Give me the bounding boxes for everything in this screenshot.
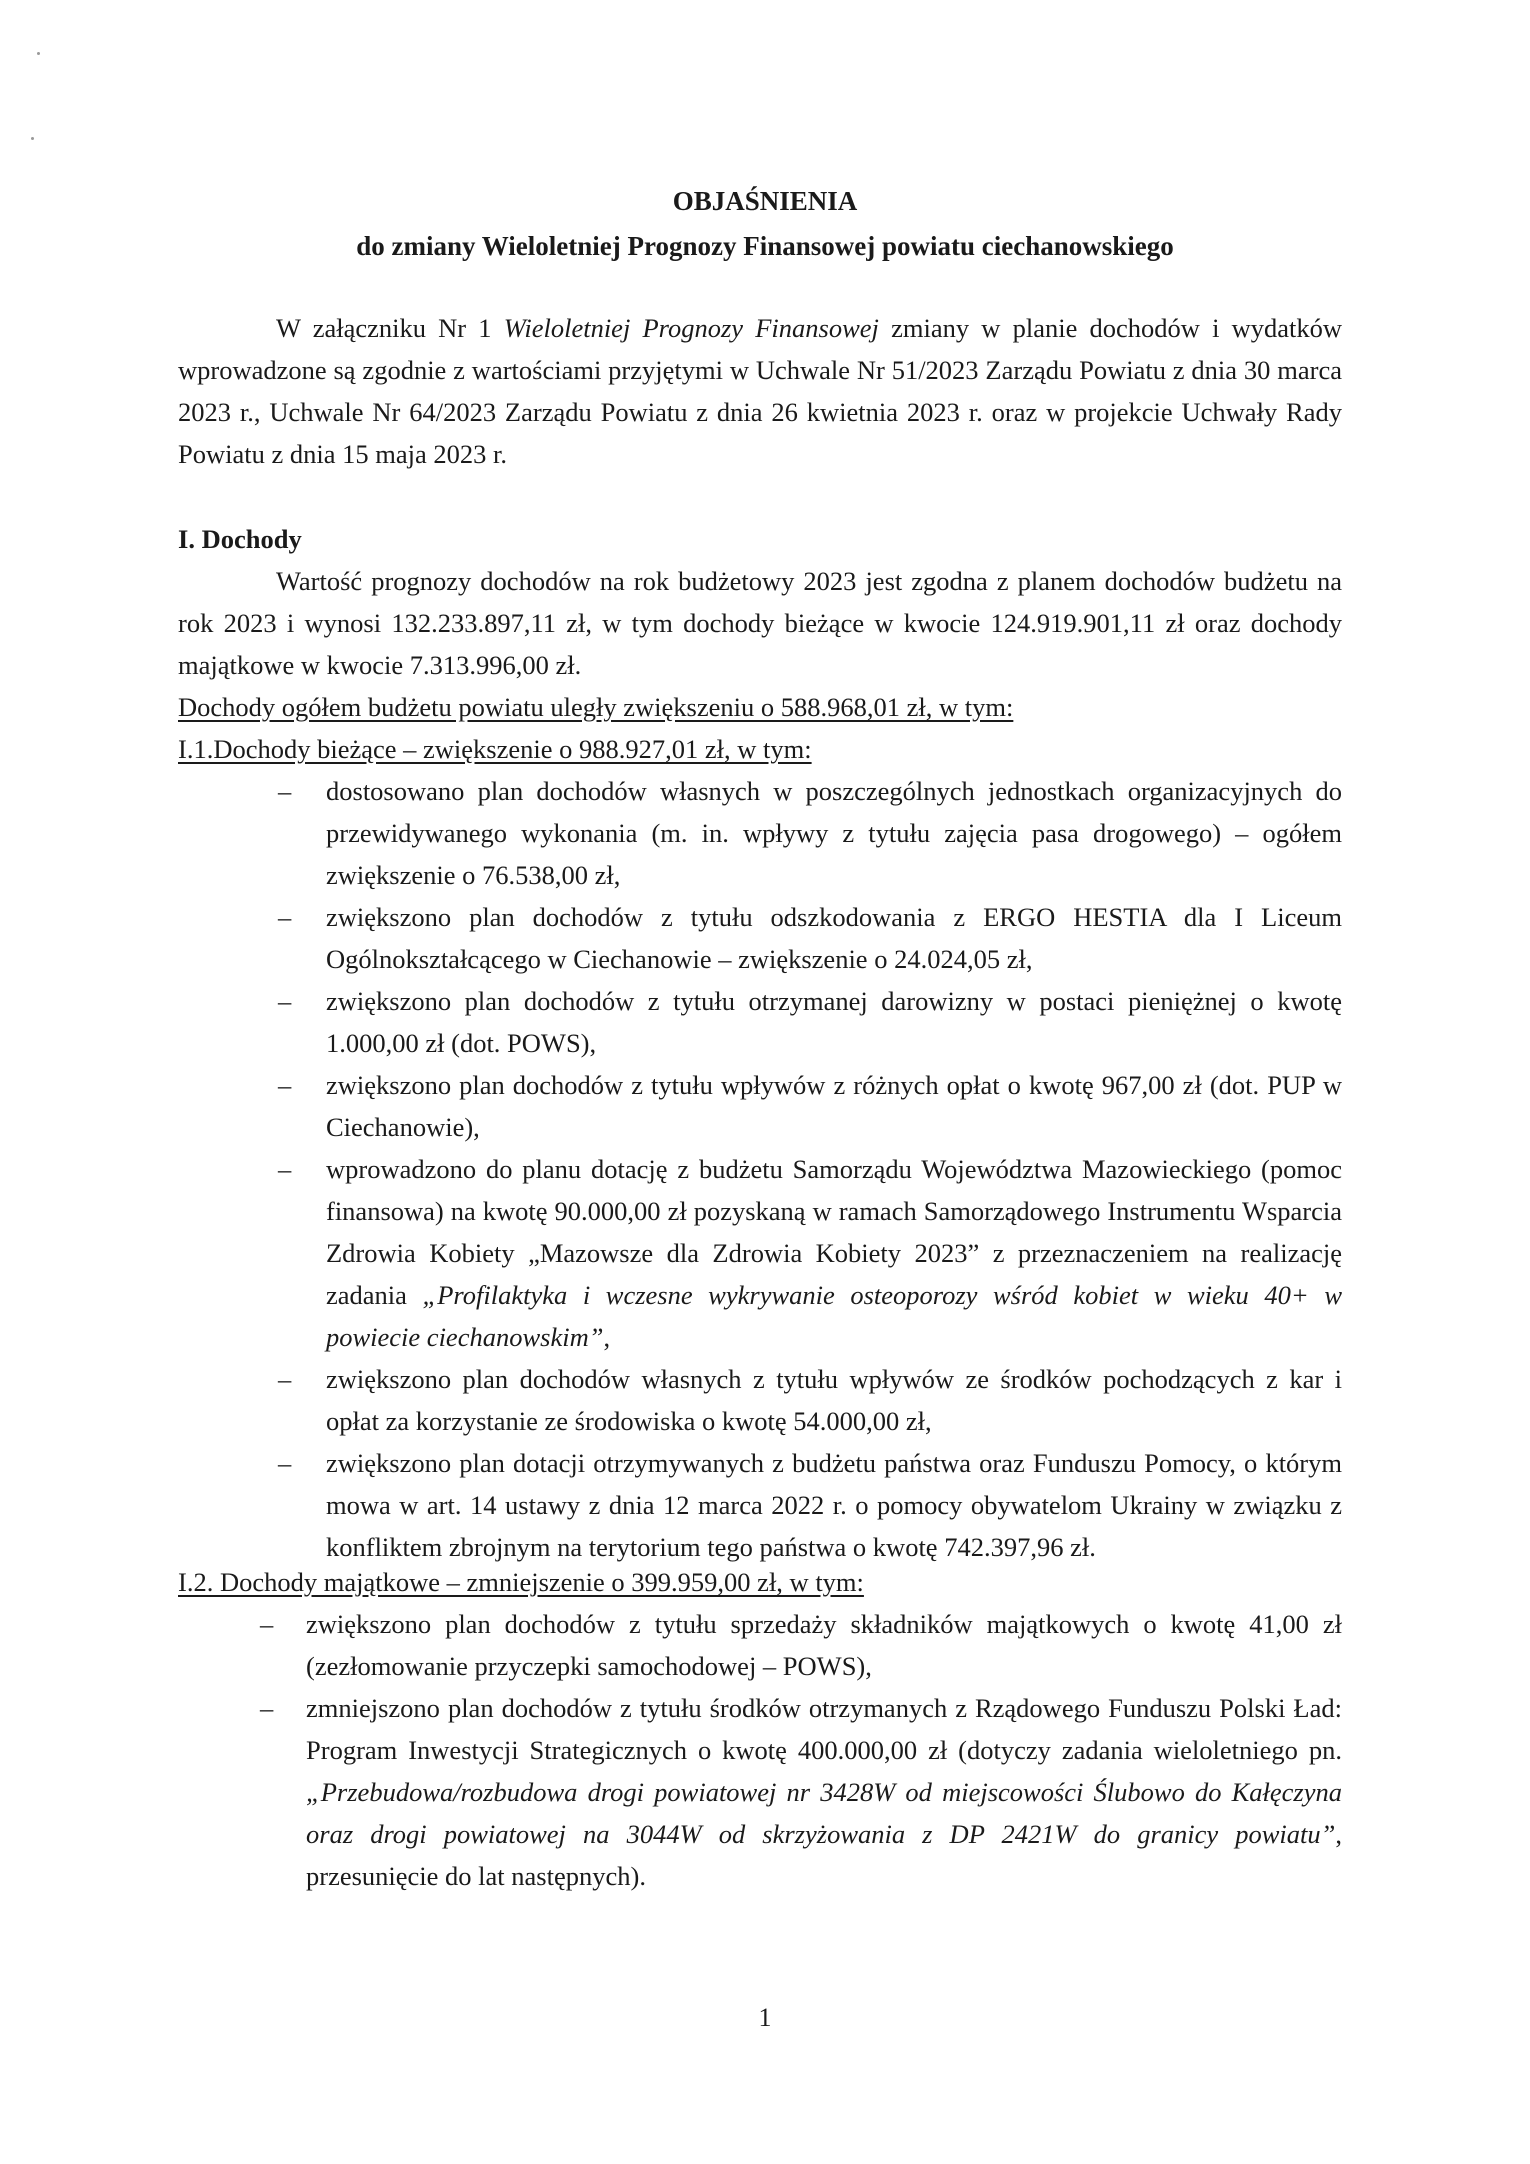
document-subtitle: do zmiany Wieloletniej Prognozy Finansowej powiatu ciechanowskiego bbox=[356, 231, 1174, 261]
dash-bullet: – bbox=[278, 776, 292, 806]
list-item-text: zwiększono plan dochodów z tytułu otrzymanej darowizny w postaci pieniężnej o kwotę 1.000,00 zł (dot. POWS), bbox=[326, 986, 1342, 1058]
dash-bullet: – bbox=[278, 1364, 292, 1394]
list-item bbox=[278, 1148, 1342, 1358]
scan-speck bbox=[37, 52, 40, 55]
intro-text: W załączniku Nr 1 bbox=[276, 313, 504, 343]
list-item-text: zwiększono plan dochodów z tytułu odszkodowania z ERGO HESTIA dla I Liceum Ogólnokształcącego w Ciechanowie – zwiększenie o 24.024,05 zł, bbox=[326, 902, 1342, 974]
section-heading-income: I. Dochody bbox=[178, 524, 302, 554]
list-item-text: zwiększono plan dochodów z tytułu wpływów z różnych opłat o kwotę 967,00 zł (dot. PUP w Ciechanowie), bbox=[326, 1070, 1342, 1142]
list-item bbox=[278, 1358, 1342, 1442]
list-item-text: zwiększono plan dochodów z tytułu sprzedaży składników majątkowych o kwotę 41,00 zł (zezłomowanie przyczepki samochodowej – POWS), bbox=[306, 1609, 1342, 1681]
current-income-heading: I.1.Dochody bieżące – zwiększenie o 988.927,01 zł, w tym: bbox=[178, 734, 812, 764]
list-item bbox=[260, 1603, 1342, 1687]
current-income-list bbox=[278, 770, 1342, 1568]
dash-bullet: – bbox=[278, 902, 292, 932]
dash-bullet: – bbox=[278, 1154, 292, 1184]
capital-income-heading: I.2. Dochody majątkowe – zmniejszenie o 399.959,00 zł, w tym: bbox=[178, 1567, 864, 1597]
list-item-text: dostosowano plan dochodów własnych w poszczególnych jednostkach organizacyjnych do przewidywanego wykonania (m. in. wpływy z tytułu zajęcia pasa drogowego) – ogółem zwiększenie o 76.538,00 zł, bbox=[326, 776, 1342, 890]
list-item bbox=[278, 1064, 1342, 1148]
list-item-text: zmniejszono plan dochodów z tytułu środków otrzymanych z Rządowego Funduszu Polski Ład: Program Inwestycji Strategicznych o kwotę 400.000,00 zł (dotyczy zadania wieloletniego pn. bbox=[306, 1693, 1342, 1765]
list-item-text-end: , przesunięcie do lat następnych). bbox=[306, 1819, 1342, 1891]
scan-speck bbox=[31, 137, 34, 140]
intro-paragraph bbox=[178, 307, 1342, 475]
list-item bbox=[278, 896, 1342, 980]
intro-text-cont: zmiany w planie dochodów i wydatków wprowadzone są zgodnie z wartościami przyjętymi w Uchwale Nr 51/2023 Zarządu Powiatu z dnia 30 marca 2023 r., Uchwale Nr 64/2023 Zarządu Powiatu z dnia 26 kwietnia 2023 r. oraz w projekcie Uchwały Rady Powiatu z dnia 15 maja 2023 r. bbox=[178, 313, 1343, 469]
income-summary-line: Dochody ogółem budżetu powiatu uległy zwiększeniu o 588.968,01 zł, w tym: bbox=[178, 692, 1014, 722]
list-item-text-end: , bbox=[603, 1322, 611, 1352]
dash-bullet: – bbox=[278, 1448, 292, 1478]
list-item bbox=[260, 1687, 1342, 1897]
dash-bullet: – bbox=[260, 1693, 274, 1723]
intro-italic-title: Wieloletniej Prognozy Finansowej bbox=[503, 313, 879, 343]
capital-income-list bbox=[260, 1603, 1342, 1897]
dash-bullet: – bbox=[260, 1609, 274, 1639]
dash-bullet: – bbox=[278, 986, 292, 1016]
page-number: 1 bbox=[758, 2003, 772, 2032]
list-item bbox=[278, 1442, 1342, 1568]
dash-bullet: – bbox=[278, 1070, 292, 1100]
income-forecast-paragraph: Wartość prognozy dochodów na rok budżetowy 2023 jest zgodna z planem dochodów budżetu na rok 2023 i wynosi 132.233.897,11 zł, w tym dochody bieżące w kwocie 124.919.901,11 zł oraz dochody majątkowe w kwocie 7.313.996,00 zł. bbox=[178, 566, 1342, 680]
document-title: OBJAŚNIENIA bbox=[672, 186, 858, 216]
list-item bbox=[278, 980, 1342, 1064]
list-item-text: zwiększono plan dotacji otrzymywanych z budżetu państwa oraz Funduszu Pomocy, o którym mowa w art. 14 ustawy z dnia 12 marca 2022 r. o pomocy obywatelom Ukrainy w związku z konfliktem zbrojnym na terytorium tego państwa o kwotę 742.397,96 zł. bbox=[326, 1448, 1342, 1562]
list-item bbox=[278, 770, 1342, 896]
list-item-text: zwiększono plan dochodów własnych z tytułu wpływów ze środków pochodzących z kar i opłat za korzystanie ze środowiska o kwotę 54.000,00 zł, bbox=[326, 1364, 1342, 1436]
task-name-italic: „Profilaktyka i wczesne wykrywanie osteoporozy wśród kobiet w wieku 40+ w powiecie ciechanowskim” bbox=[326, 1280, 1342, 1352]
task-name-italic: „Przebudowa/rozbudowa drogi powiatowej nr 3428W od miejscowości Ślubowo do Kałęczyna oraz drogi powiatowej na 3044W od skrzyżowania z DP 2421W do granicy powiatu” bbox=[306, 1777, 1342, 1849]
list-item-text: wprowadzono do planu dotację z budżetu Samorządu Województwa Mazowieckiego (pomoc finansowa) na kwotę 90.000,00 zł pozyskaną w ramach Samorządowego Instrumentu Wsparcia Zdrowia Kobiety „Mazowsze dla Zdrowia Kobiety 2023” z przeznaczeniem na realizację zadania bbox=[326, 1154, 1342, 1310]
